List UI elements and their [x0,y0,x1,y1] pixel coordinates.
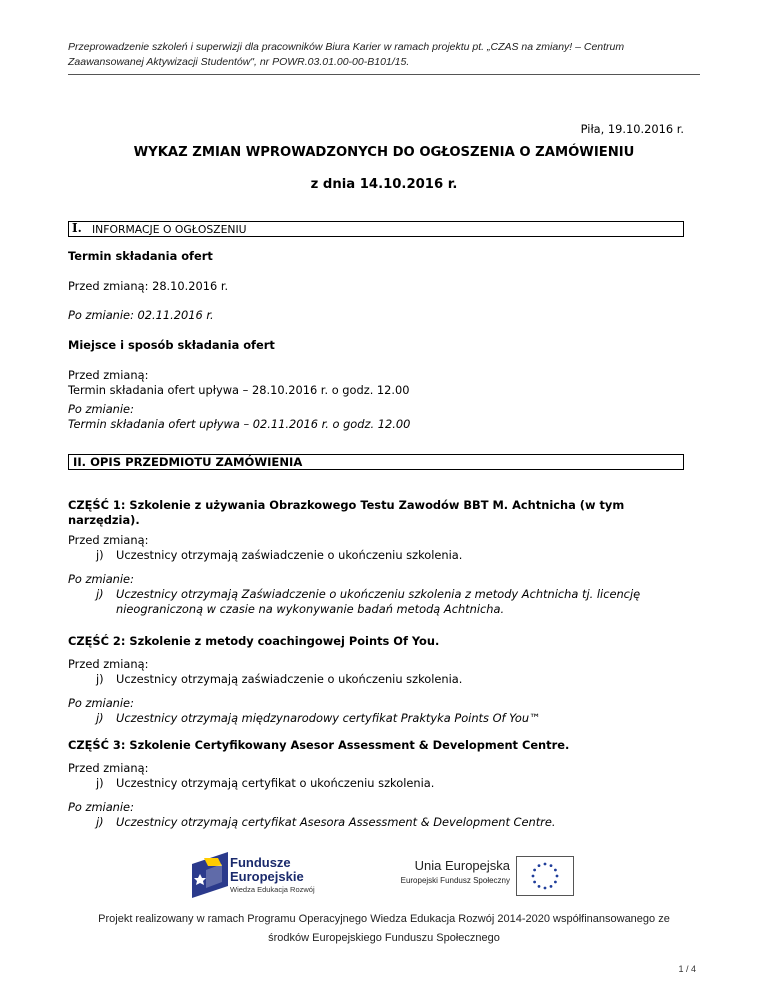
part-3-before-label: Przed zmianą: [68,761,149,775]
header-divider [68,74,700,75]
document-date: Piła, 19.10.2016 r. [580,122,684,136]
part-2-before-text: Uczestnicy otrzymają zaświadczenie o ukończeniu szkolenia. [116,672,463,686]
part-2-after-label: Po zmianie: [68,696,134,710]
part-2-before-marker: j) [96,672,104,686]
part-1-after-text-line-2: nieograniczoną w czasie na wykonywanie badań metodą Achtnicha. [116,602,505,616]
miejsce-before-text: Termin składania ofert upływa – 28.10.2016 r. o godz. 12.00 [68,383,410,397]
part-1-after-marker: j) [96,587,104,601]
termin-after: Po zmianie: 02.11.2016 r. [68,308,214,322]
document-subtitle: z dnia 14.10.2016 r. [310,177,458,192]
miejsce-heading: Miejsce i sposób składania ofert [68,338,275,352]
footer-line-2: środków Europejskiego Funduszu Społecznego [268,932,500,944]
fe-line-2: Europejskie [230,869,304,884]
miejsce-before-label: Przed zmianą: [68,368,149,382]
header-line-1: Przeprowadzenie szkoleń i superwizji dla pracowników Biura Karier w ramach projektu pt. „CZAS na zmiany! – Centrum [68,41,625,53]
fe-logo-text [230,856,315,896]
part-2-after-marker: j) [96,711,104,725]
part-3-after-label: Po zmianie: [68,800,134,814]
part-1-heading-line-2: narzędzia). [68,513,140,527]
part-3-before-text: Uczestnicy otrzymają certyfikat o ukończeniu szkolenia. [116,776,435,790]
part-2-heading: CZĘŚĆ 2: Szkolenie z metody coachingowej Points Of You. [68,634,440,648]
ue-line-1: Unia Europejska [414,858,510,873]
ue-logo-text [384,858,510,888]
part-1-before-text: Uczestnicy otrzymają zaświadczenie o ukończeniu szkolenia. [116,548,463,562]
page-footer [0,910,768,948]
eu-flag-icon [516,856,574,896]
fe-line-3: Wiedza Edukacja Rozwój [230,885,315,894]
part-1-before-marker: j) [96,548,104,562]
part-2-before-label: Przed zmianą: [68,657,149,671]
part-1-heading-line-1: CZĘŚĆ 1: Szkolenie z używania Obrazkowego Testu Zawodów BBT M. Achtnicha (w tym [68,498,625,512]
part-3-before-marker: j) [96,776,104,790]
part-1-after-text-line-1: Uczestnicy otrzymają Zaświadczenie o ukończeniu szkolenia z metody Achtnicha tj. licencję [116,587,641,601]
header-line-2: Zaawansowanej Aktywizacji Studentów", nr POWR.03.01.00-00-B101/15. [68,56,410,68]
part-3-after-marker: j) [96,815,104,829]
miejsce-after-text: Termin składania ofert upływa – 02.11.2016 r. o godz. 12.00 [68,417,411,431]
part-1-before-label: Przed zmianą: [68,533,149,547]
section-2-header [68,454,684,470]
part-3-after-text: Uczestnicy otrzymają certyfikat Asesora Assessment & Development Centre. [116,815,556,829]
part-3-heading: CZĘŚĆ 3: Szkolenie Certyfikowany Asesor Assessment & Development Centre. [68,738,570,752]
termin-before: Przed zmianą: 28.10.2016 r. [68,279,229,293]
footer-line-1: Projekt realizowany w ramach Programu Operacyjnego Wiedza Edukacja Rozwój 2014-2020 współfinansowanego ze [98,913,670,925]
fe-line-1: Fundusze [230,855,291,870]
termin-heading: Termin składania ofert [68,249,213,263]
page-number: 1 / 4 [678,964,696,974]
part-1-after-label: Po zmianie: [68,572,134,586]
document-title: WYKAZ ZMIAN WPROWADZONYCH DO OGŁOSZENIA O ZAMÓWIENIU [133,145,635,160]
ue-line-2: Europejski Fundusz Społeczny [400,876,510,885]
logo-strip [0,850,768,900]
section-2-label: II. OPIS PRZEDMIOTU ZAMÓWIENIA [73,455,303,469]
section-1-header [68,221,684,237]
section-1-number: I. [72,221,82,235]
section-1-label: INFORMACJE O OGŁOSZENIU [92,223,247,236]
running-header [68,40,708,70]
miejsce-after-label: Po zmianie: [68,402,134,416]
part-2-after-text: Uczestnicy otrzymają międzynarodowy certyfikat Praktyka Points Of You™ [116,711,541,725]
